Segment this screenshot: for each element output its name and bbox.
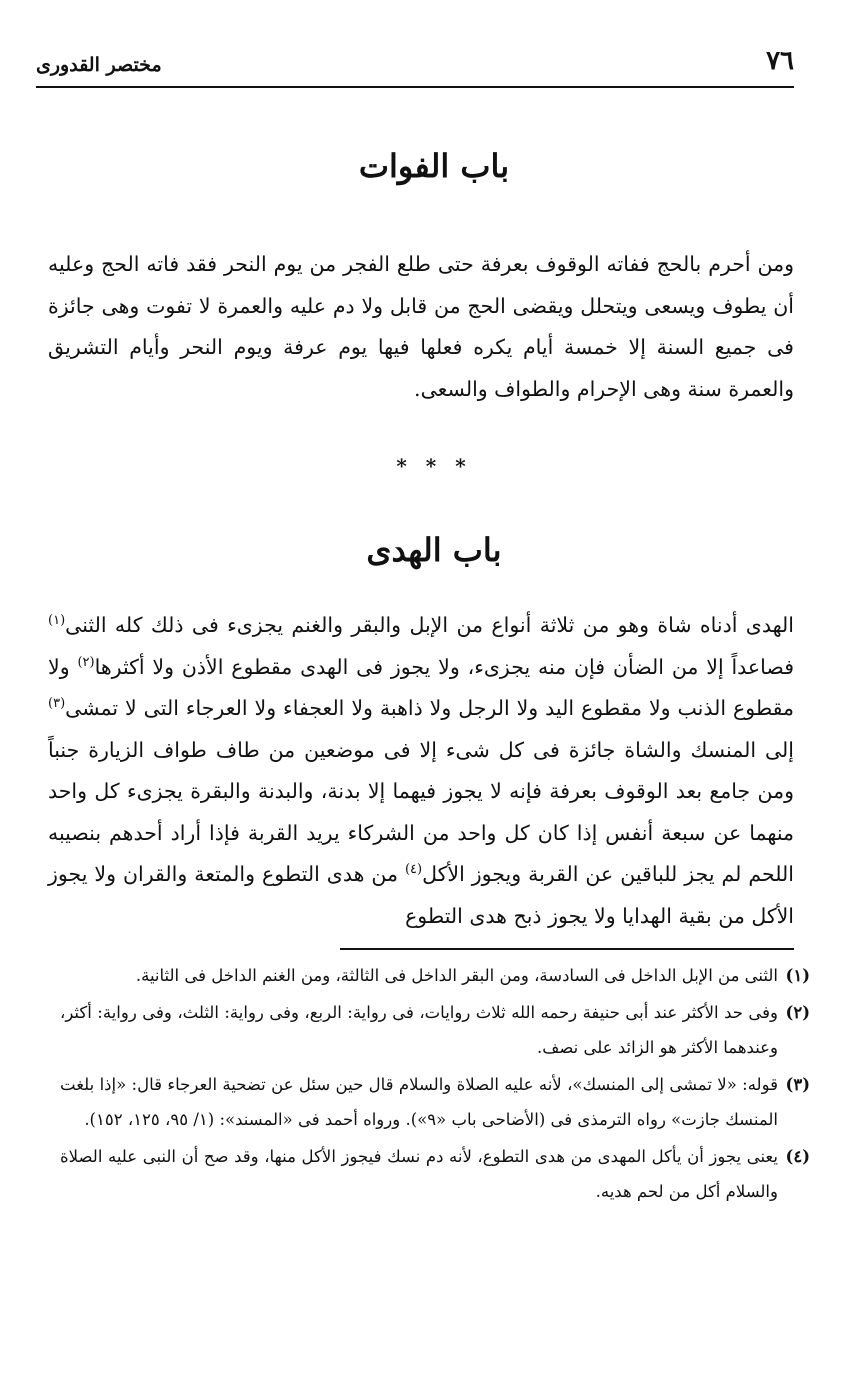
hady-text-part: فصاعداً إلا من الضأن فإن منه يجزىء، ولا يجوز فى الهدى مقطوع الأذن ولا أكثرها <box>94 654 794 679</box>
footnote-number: (١) <box>785 966 810 985</box>
footnote-3 <box>60 1067 810 1137</box>
section-fawat-text: ومن أحرم بالحج ففاته الوقوف بعرفة حتى طلع الفجر من يوم النحر فقد فاته الحج وعليه أن يطوف ويسعى ويتحلل ويقضى الحج من قابل ولا دم عليه والعمرة لا تفوت وهى جائزة فى جميع السنة إلا خمسة أيام يكره فعلها فيها يوم عرفة ويوم النحر وأيام التشريق والعمرة سنة وهى الإحرام والطواف والسعى. <box>48 252 794 401</box>
section-hady-text <box>48 605 794 937</box>
page-number: ٧٦ <box>766 46 794 76</box>
footnote-number: (٣) <box>785 1075 810 1094</box>
footnote-4 <box>60 1139 810 1209</box>
section-separator: * * * <box>396 454 472 478</box>
footnote-divider <box>340 948 794 950</box>
section-title-hady: باب الهدى <box>366 531 502 569</box>
footnote-number: (٢) <box>785 1003 810 1022</box>
section-title-fawat: باب الفوات <box>358 147 510 185</box>
hady-text-part: ولا مقطوع الذنب ولا مقطوع اليد ولا الرجل ولا ذاهبة ولا العجفاء ولا العرجاء التى لا تمشى <box>48 654 794 720</box>
footnote-ref-4: (٤) <box>404 862 423 878</box>
footnote-text: وفى حد الأكثر عند أبى حنيفة رحمه الله ثلاث روايات، فى رواية: الربع، وفى رواية: الثلث، وفى رواية: أكثر، وعندهما الأكثر هو الزائد على نصف. <box>60 1003 778 1057</box>
footnote-2 <box>60 995 810 1065</box>
running-title: مختصر القدورى <box>36 54 162 76</box>
hady-text-part: من هدى التطوع والمتعة والقران ولا يجوز الأكل من بقية الهدايا ولا يجوز ذبح هدى التطوع <box>48 862 794 928</box>
footnote-ref-2: (٢) <box>77 654 95 670</box>
footnote-1 <box>60 958 810 993</box>
footnote-text: الثنى من الإبل الداخل فى السادسة، ومن البقر الداخل فى الثالثة، ومن الغنم الداخل فى الثانية. <box>135 966 778 985</box>
page-header <box>36 46 794 88</box>
footnote-ref-3: (٣) <box>48 696 66 712</box>
footnotes <box>60 958 810 1211</box>
hady-text-part: الهدى أدناه شاة وهو من ثلاثة أنواع من الإبل والبقر والغنم يجزىء فى ذلك كله الثنى <box>65 613 794 637</box>
footnote-text: يعنى يجوز أن يأكل المهدى من هدى التطوع، لأنه دم نسك فيجوز الأكل منها، وقد صح أن النبى عليه الصلاة والسلام أكل من لحم هديه. <box>60 1147 778 1201</box>
hady-text-part: إلى المنسك والشاة جائزة فى كل شىء إلا فى موضعين من طاف طواف الزيارة جنباً ومن جامع بعد الوقوف بعرفة فإنه لا يجوز فيهما إلا بدنة، والبدنة والبقرة يجزىء كل واحد منهما عن سبعة أنفس إذا كان كل واحد من الشركاء يريد القربة فإذا أراد أحدهم بنصيبه اللحم لم يجز للباقين عن القربة ويجوز الأكل <box>48 737 794 886</box>
footnote-ref-1: (١) <box>48 613 66 629</box>
footnote-text: قوله: «لا تمشى إلى المنسك»، لأنه عليه الصلاة والسلام قال حين سئل عن تضحية العرجاء قال: «إذا بلغت المنسك جازت» رواه الترمذى فى (الأضاحى باب «٩»). ورواه أحمد فى «المسند»: (١/ ٩٥، ١٢٥، ١٥٢). <box>60 1075 778 1129</box>
footnote-number: (٤) <box>785 1147 810 1166</box>
